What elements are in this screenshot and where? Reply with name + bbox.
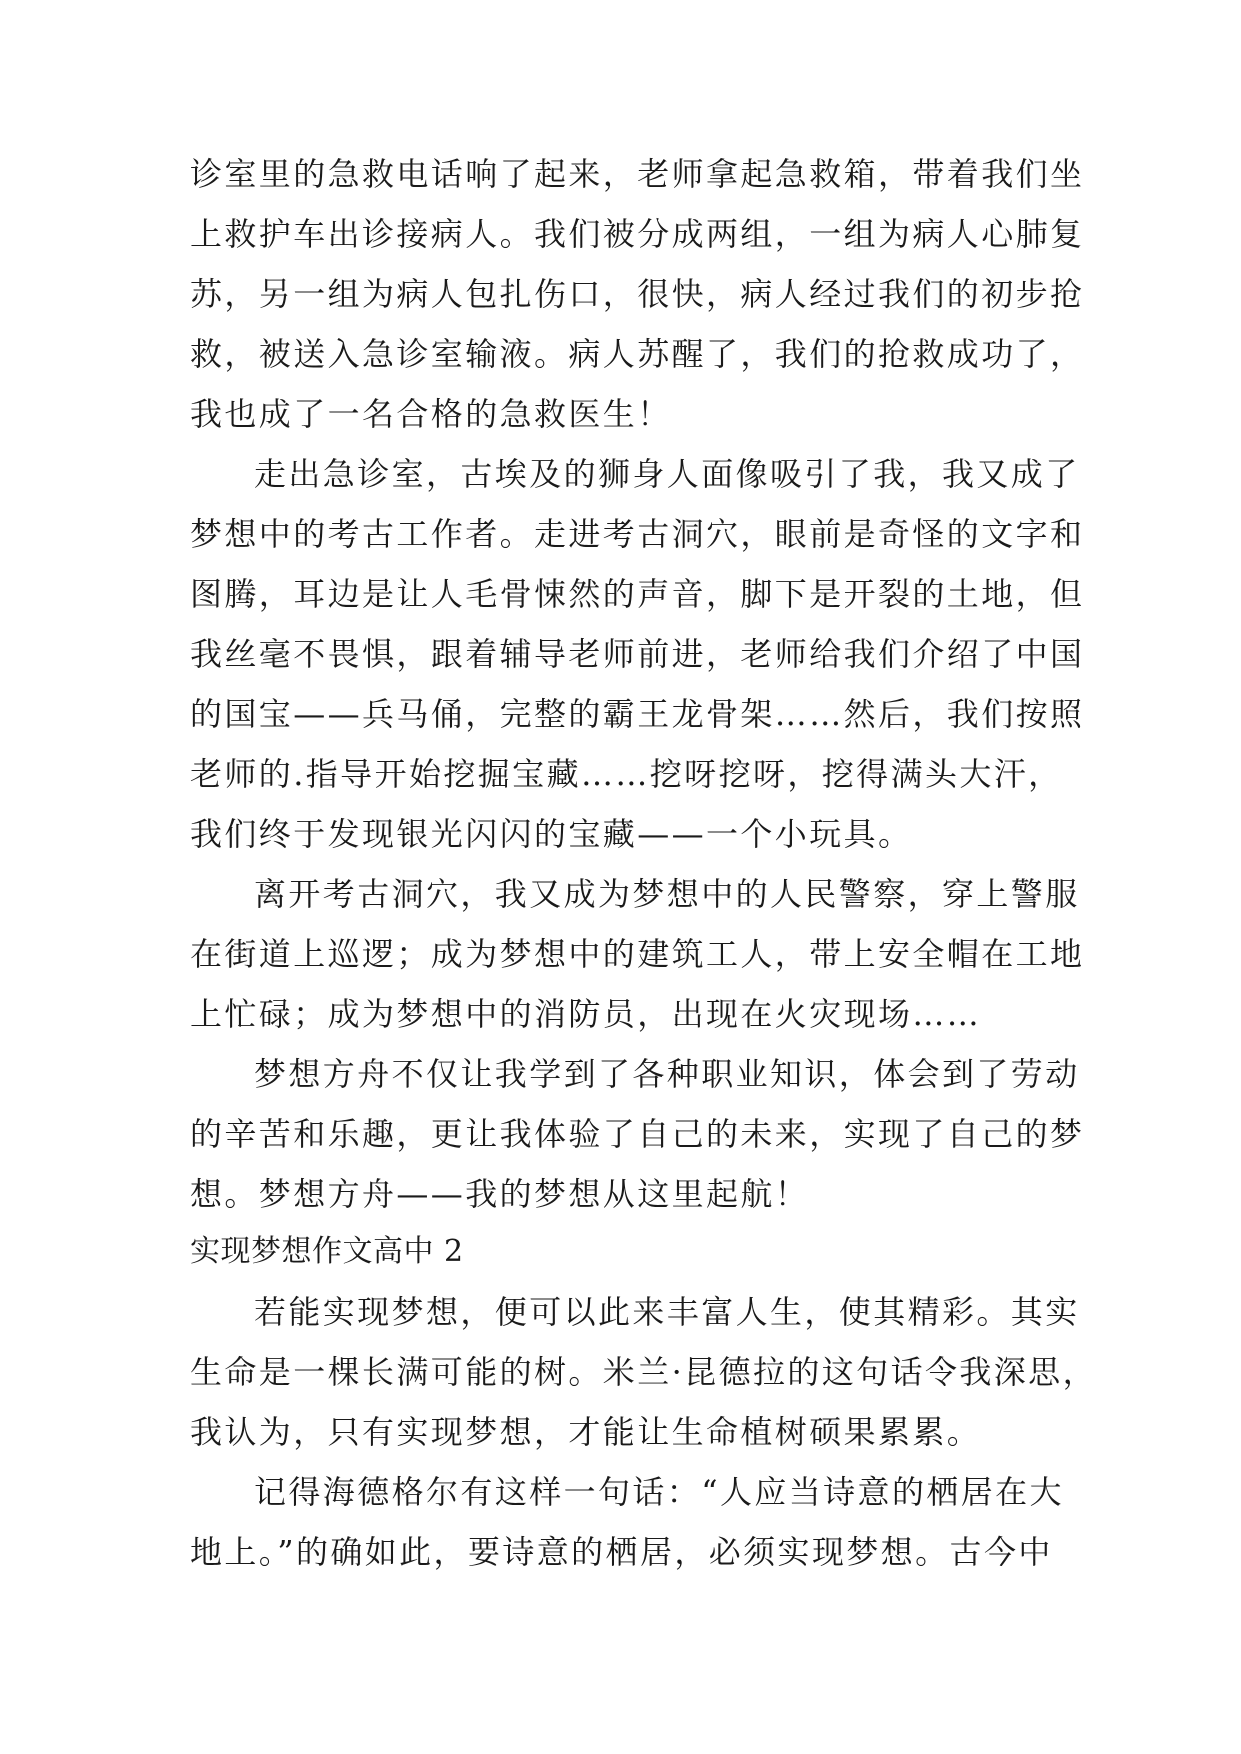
body-text-line: 诊室里的急救电话响了起来，老师拿起急救箱，带着我们坐 — [190, 155, 1085, 193]
body-text-line: 我丝毫不畏惧，跟着辅导老师前进，老师给我们介绍了中国 — [190, 635, 1085, 673]
section-heading: 实现梦想作文高中 2 — [190, 1234, 464, 1269]
body-text-line: 图腾，耳边是让人毛骨悚然的声音，脚下是开裂的土地，但 — [190, 575, 1085, 613]
paragraph-first-line: 若能实现梦想，便可以此来丰富人生，使其精彩。其实 — [254, 1293, 1080, 1331]
body-text-line: 在街道上巡逻；成为梦想中的建筑工人，带上安全帽在工地 — [190, 935, 1085, 973]
body-text-line: 上救护车出诊接病人。我们被分成两组，一组为病人心肺复 — [190, 215, 1085, 253]
body-text-line: 救，被送入急诊室输液。病人苏醒了，我们的抢救成功了， — [190, 335, 1085, 373]
body-text-line: 苏，另一组为病人包扎伤口，很快，病人经过我们的初步抢 — [190, 275, 1085, 313]
body-text-line: 的辛苦和乐趣，更让我体验了自己的未来，实现了自己的梦 — [190, 1115, 1085, 1153]
body-text-line: 老师的.指导开始挖掘宝藏……挖呀挖呀，挖得满头大汗， — [190, 755, 1063, 793]
body-text-line: 生命是一棵长满可能的树。米兰·昆德拉的这句话令我深思， — [190, 1353, 1097, 1391]
paragraph-first-line: 走出急诊室，古埃及的狮身人面像吸引了我，我又成了 — [254, 455, 1080, 493]
body-text-line: 想。梦想方舟——我的梦想从这里起航！ — [190, 1175, 810, 1213]
paragraph-first-line: 记得海德格尔有这样一句话：“人应当诗意的栖居在大 — [254, 1473, 1064, 1511]
body-text-line: 梦想中的考古工作者。走进考古洞穴，眼前是奇怪的文字和 — [190, 515, 1085, 553]
body-text-line: 我们终于发现银光闪闪的宝藏——一个小玩具。 — [190, 815, 913, 853]
body-text-line: 地上。”的确如此，要诗意的栖居，必须实现梦想。古今中 — [190, 1533, 1053, 1571]
body-text-line: 我也成了一名合格的急救医生！ — [190, 395, 672, 433]
paragraph-first-line: 梦想方舟不仅让我学到了各种职业知识，体会到了劳动 — [254, 1055, 1080, 1093]
body-text-line: 的国宝——兵马俑，完整的霸王龙骨架……然后，我们按照 — [190, 695, 1085, 733]
paragraph-first-line: 离开考古洞穴，我又成为梦想中的人民警察，穿上警服 — [254, 875, 1080, 913]
body-text-line: 上忙碌；成为梦想中的消防员，出现在火灾现场…… — [190, 995, 982, 1033]
body-text-line: 我认为，只有实现梦想，才能让生命植树硕果累累。 — [190, 1413, 982, 1451]
